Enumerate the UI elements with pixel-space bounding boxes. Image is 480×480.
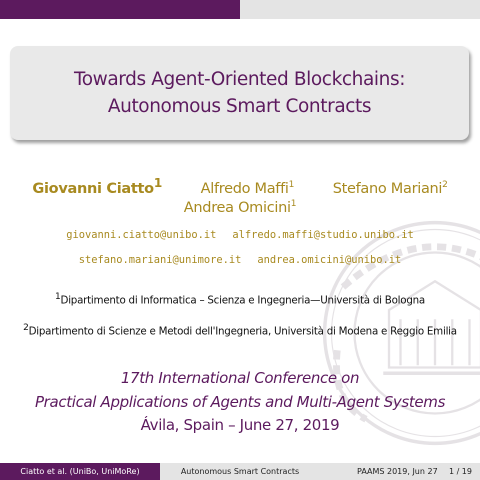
top-progress-accent	[0, 0, 240, 19]
author-3-affil: 2	[442, 180, 448, 190]
author-1-affil: 1	[153, 176, 162, 190]
affiliation-1-number: 1	[55, 292, 61, 302]
affiliation-1	[0, 292, 480, 306]
footer-bar	[0, 463, 480, 480]
affiliation-1-text: Dipartimento di Informatica – Scienza e Ingegneria—Università di Bologna	[60, 294, 425, 307]
authors-line-1	[0, 176, 480, 197]
slide-title-line-1: Towards Agent-Oriented Blockchains:	[73, 69, 406, 90]
author-name-4	[184, 200, 296, 216]
affiliation-2	[0, 323, 480, 337]
email-4: andrea.omicini@unibo.it	[257, 254, 402, 266]
author-name-1	[32, 176, 162, 197]
author-4-label: Andrea Omicini	[183, 199, 291, 216]
author-name-3	[333, 181, 448, 197]
slide-title-line-2: Autonomous Smart Contracts	[107, 96, 372, 117]
authors-line-2	[0, 199, 480, 216]
footer-event: PAAMS 2019, Jun 27	[357, 467, 438, 476]
top-progress-bar	[0, 0, 480, 19]
title-box	[10, 46, 469, 140]
author-1-label: Giovanni Ciatto	[32, 180, 154, 197]
footer-title: Autonomous Smart Contracts	[160, 463, 320, 480]
author-2-affil: 1	[288, 180, 295, 190]
affiliation-2-text: Dipartimento di Scienze e Metodi dell'Ingegneria, Università di Modena e Reggio Emilia	[28, 325, 457, 338]
footer-authors: Ciatto et al. (UniBo, UniMoRe)	[0, 463, 160, 480]
author-name-2	[201, 181, 294, 197]
author-4-affil: 1	[290, 199, 297, 209]
conference-line-1: 17th International Conference on	[120, 369, 360, 387]
email-1: giovanni.ciatto@unibo.it	[66, 229, 217, 241]
emails-line-1	[0, 229, 480, 241]
author-3-label: Stefano Mariani	[332, 180, 443, 197]
affiliation-2-number: 2	[23, 323, 29, 333]
author-2-label: Alfredo Maffi	[200, 180, 289, 197]
conference-line-3: Ávila, Spain – June 27, 2019	[140, 416, 340, 434]
email-3: stefano.mariani@unimore.it	[78, 254, 242, 266]
footer-event-block	[320, 463, 480, 480]
footer-page-number: 1 / 19	[448, 467, 472, 476]
email-2: alfredo.maffi@studio.unibo.it	[232, 229, 414, 241]
conference-line-2: Practical Applications of Agents and Multi-Agent Systems	[34, 393, 446, 411]
emails-line-2	[0, 254, 480, 266]
